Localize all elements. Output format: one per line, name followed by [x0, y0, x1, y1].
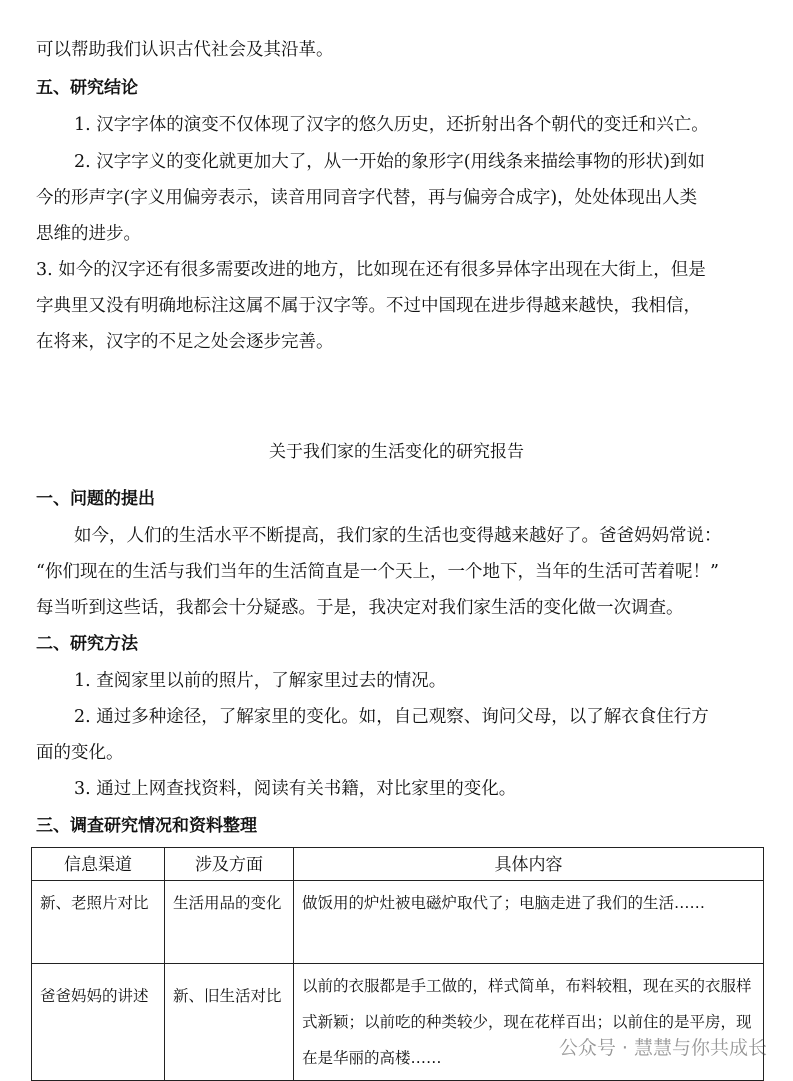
method-item-2-line-2: 面的变化。 — [36, 743, 124, 763]
method-item-3: 3. 通过上网查找资料，阅读有关书籍，对比家里的变化。 — [74, 779, 517, 799]
table-row — [32, 881, 764, 964]
conclusion-item-1: 1. 汉字字体的演变不仅体现了汉字的悠久历史，还折射出各个朝代的变迁和兴亡。 — [74, 115, 709, 135]
problem-paragraph-line-1: 如今，人们的生活水平不断提高，我们家的生活也变得越来越好了。爸爸妈妈常说： — [74, 526, 722, 546]
conclusion-item-3-line-2: 字典里又没有明确地标注这属不属于汉字等。不过中国现在进步得越来越快，我相信， — [36, 296, 701, 316]
section-heading-survey: 三、调查研究情况和资料整理 — [36, 816, 257, 836]
table-header-channel: 信息渠道 — [32, 848, 165, 881]
table-cell-aspect: 生活用品的变化 — [165, 881, 294, 964]
conclusion-item-2-line-3: 思维的进步。 — [36, 224, 141, 244]
section-heading-conclusion: 五、研究结论 — [36, 78, 138, 98]
conclusion-item-3-line-3: 在将来，汉字的不足之处会逐步完善。 — [36, 332, 334, 352]
conclusion-item-3-line-1: 3. 如今的汉字还有很多需要改进的地方，比如现在还有很多异体字出现在大街上，但是 — [36, 260, 706, 280]
table-header-content: 具体内容 — [294, 848, 764, 881]
problem-paragraph-line-3: 每当听到这些话，我都会十分疑惑。于是，我决定对我们家生活的变化做一次调查。 — [36, 598, 684, 618]
section-heading-method: 二、研究方法 — [36, 634, 138, 654]
table-cell-content: 做饭用的炉灶被电磁炉取代了；电脑走进了我们的生活…… — [294, 881, 764, 964]
report-title: 关于我们家的生活变化的研究报告 — [269, 442, 524, 462]
section-heading-problem: 一、问题的提出 — [36, 489, 155, 509]
conclusion-item-2-line-1: 2. 汉字字义的变化就更加大了，从一开始的象形字(用线条来描绘事物的形状)到如 — [74, 152, 705, 172]
problem-paragraph-line-2: “你们现在的生活与我们当年的生活简直是一个天上，一个地下，当年的生活可苦着呢！” — [36, 562, 719, 582]
table-row — [32, 964, 764, 1081]
watermark-label: 公众号 · 慧慧与你共成长 — [558, 1037, 767, 1059]
method-item-2-line-1: 2. 通过多种途径，了解家里的变化。如，自己观察、询问父母，以了解衣食住行方 — [74, 707, 709, 727]
table-header-row — [32, 848, 764, 881]
conclusion-item-2-line-2: 今的形声字(字义用偏旁表示，读音用同音字代替，再与偏旁合成字)，处处体现出人类 — [36, 188, 698, 208]
method-item-1: 1. 查阅家里以前的照片，了解家里过去的情况。 — [74, 671, 447, 691]
intro-continuation: 可以帮助我们认识古代社会及其沿革。 — [36, 40, 334, 60]
table-cell-content: 以前的衣服都是手工做的，样式简单，布料较粗，现在买的衣服样式新颖；以前吃的种类较少，现在花样百出；以前住的是平房，现在是华丽的高楼…… — [294, 964, 764, 1081]
table-cell-channel: 新、老照片对比 — [32, 881, 165, 964]
table-cell-aspect: 新、旧生活对比 — [165, 964, 294, 1081]
table-cell-channel: 爸爸妈妈的讲述 — [32, 964, 165, 1081]
table-header-aspect: 涉及方面 — [165, 848, 294, 881]
